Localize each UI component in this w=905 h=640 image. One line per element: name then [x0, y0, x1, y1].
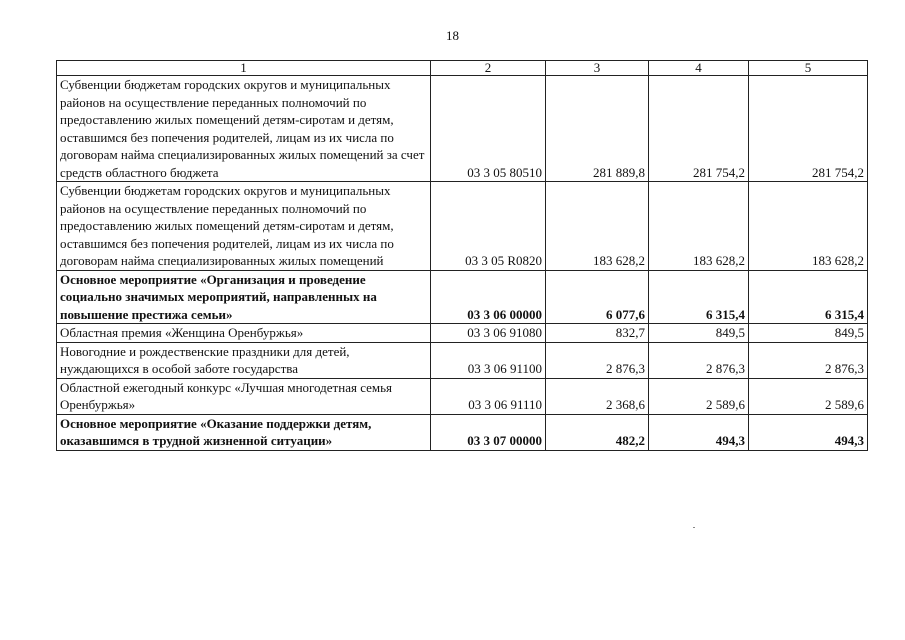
table-row [57, 76, 868, 182]
row-value-col5: 281 754,2 [749, 76, 868, 182]
column-header-3: 3 [546, 61, 649, 76]
row-value-col4: 849,5 [649, 324, 749, 343]
row-value-col5: 183 628,2 [749, 182, 868, 271]
column-header-2: 2 [431, 61, 546, 76]
row-name: Субвенции бюджетам городских округов и муниципальных районов на осуществление переданных полномочий по предоставлению жилых помещений детям-сиротам и детям, оставшимся без попечения родителей, лицам из их числа по договорам найма специализированных жилых помещений [57, 182, 431, 271]
row-code: 03 3 06 00000 [431, 270, 546, 324]
table-row [57, 270, 868, 324]
scan-speck [693, 527, 695, 528]
row-code: 03 3 06 91110 [431, 378, 546, 414]
row-name: Областной ежегодный конкурс «Лучшая многодетная семья Оренбуржья» [57, 378, 431, 414]
row-value-col3: 6 077,6 [546, 270, 649, 324]
row-code: 03 3 05 80510 [431, 76, 546, 182]
row-code: 03 3 05 R0820 [431, 182, 546, 271]
row-name: Субвенции бюджетам городских округов и муниципальных районов на осуществление переданных полномочий по предоставлению жилых помещений детям-сиротам и детям, оставшимся без попечения родителей, лицам из их числа по договорам найма специализированных жилых помещений за счет средств областного бюджета [57, 76, 431, 182]
row-name: Областная премия «Женщина Оренбуржья» [57, 324, 431, 343]
page-number: 18 [446, 28, 459, 43]
row-name: Основное мероприятие «Организация и проведение социально значимых мероприятий, направленных на повышение престижа семьи» [57, 270, 431, 324]
row-value-col5: 494,3 [749, 414, 868, 450]
row-value-col4: 2 876,3 [649, 342, 749, 378]
row-value-col3: 832,7 [546, 324, 649, 343]
row-value-col4: 6 315,4 [649, 270, 749, 324]
row-code: 03 3 06 91100 [431, 342, 546, 378]
row-value-col3: 2 368,6 [546, 378, 649, 414]
row-value-col5: 2 589,6 [749, 378, 868, 414]
row-value-col5: 2 876,3 [749, 342, 868, 378]
header-row [57, 61, 868, 76]
table-row [57, 342, 868, 378]
table-row [57, 378, 868, 414]
row-value-col4: 183 628,2 [649, 182, 749, 271]
row-value-col4: 2 589,6 [649, 378, 749, 414]
table-row [57, 182, 868, 271]
row-value-col3: 2 876,3 [546, 342, 649, 378]
row-value-col3: 281 889,8 [546, 76, 649, 182]
column-header-1: 1 [57, 61, 431, 76]
column-header-4: 4 [649, 61, 749, 76]
table-row [57, 414, 868, 450]
table-row [57, 324, 868, 343]
row-value-col3: 482,2 [546, 414, 649, 450]
row-value-col4: 494,3 [649, 414, 749, 450]
row-code: 03 3 06 91080 [431, 324, 546, 343]
budget-table [56, 60, 868, 451]
row-code: 03 3 07 00000 [431, 414, 546, 450]
row-name: Основное мероприятие «Оказание поддержки детям, оказавшимся в трудной жизненной ситуации» [57, 414, 431, 450]
row-value-col5: 6 315,4 [749, 270, 868, 324]
row-value-col3: 183 628,2 [546, 182, 649, 271]
column-header-5: 5 [749, 61, 868, 76]
row-name: Новогодние и рождественские праздники для детей, нуждающихся в особой заботе государства [57, 342, 431, 378]
row-value-col4: 281 754,2 [649, 76, 749, 182]
row-value-col5: 849,5 [749, 324, 868, 343]
